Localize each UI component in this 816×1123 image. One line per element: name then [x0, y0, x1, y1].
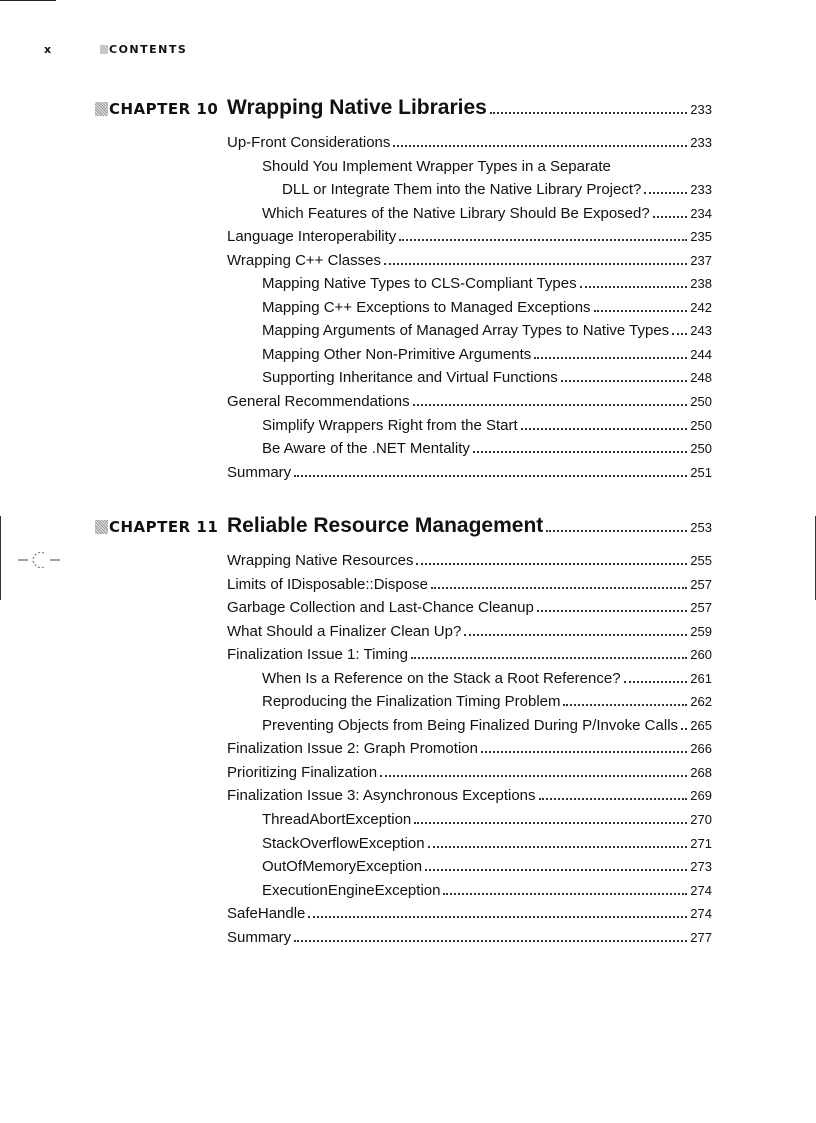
leader-dots — [490, 112, 687, 114]
toc-entry-title: What Should a Finalizer Clean Up? — [227, 622, 462, 640]
toc-entry-page: 265 — [690, 717, 712, 733]
toc-entry[interactable] — [227, 369, 712, 393]
leader-dots — [563, 704, 687, 706]
toc-entry[interactable] — [227, 623, 712, 647]
toc-entry-title: Garbage Collection and Last-Chance Cleanup — [227, 599, 534, 617]
top-rule — [0, 0, 56, 1]
toc-entry-title: ThreadAbortException — [262, 811, 412, 829]
toc-entry-title: SafeHandle — [227, 905, 306, 923]
toc-entry[interactable] — [227, 693, 712, 717]
toc-entry[interactable] — [227, 440, 712, 464]
toc-entry-title: Should You Implement Wrapper Types in a Separate — [262, 157, 611, 175]
toc-entry-page: 248 — [690, 370, 712, 386]
chapter-title: Wrapping Native Libraries — [227, 96, 487, 119]
toc-entry-page: 244 — [690, 346, 712, 362]
toc-entry-page: 237 — [690, 252, 712, 268]
leader-dots — [521, 428, 688, 430]
toc-entry-page: 251 — [690, 464, 712, 480]
toc-entry-title: ExecutionEngineException — [262, 881, 441, 899]
leader-dots — [580, 286, 688, 288]
toc-entry-title: OutOfMemoryException — [262, 858, 423, 876]
toc-entry[interactable] — [227, 552, 712, 576]
toc-entry-title: Mapping Native Types to CLS-Compliant Types — [262, 275, 577, 293]
chapter-11-block — [95, 514, 712, 952]
toc-entry-title: Mapping C++ Exceptions to Managed Exceptions — [262, 298, 591, 316]
toc-entry-page: 266 — [690, 741, 712, 757]
toc-entry[interactable] — [227, 764, 712, 788]
toc-entry[interactable] — [227, 835, 712, 859]
toc-entries — [227, 134, 712, 487]
left-margin-line — [0, 516, 1, 600]
toc-entry[interactable] — [227, 158, 712, 182]
toc-entry-page: 250 — [690, 417, 712, 433]
toc-entry-title: Wrapping C++ Classes — [227, 251, 381, 269]
toc-entry-title: General Recommendations — [227, 393, 410, 411]
toc-entry-page: 250 — [690, 394, 712, 410]
chapter-marker-icon — [95, 520, 108, 534]
leader-dots — [431, 587, 687, 589]
chapter-title: Reliable Resource Management — [227, 514, 544, 537]
chapter-10-block — [95, 96, 712, 487]
toc-entry-page: 235 — [690, 229, 712, 245]
leader-dots — [393, 145, 687, 147]
toc-entry[interactable] — [227, 417, 712, 441]
toc-entry[interactable] — [227, 228, 712, 252]
toc-entry-title: DLL or Integrate Them into the Native Library Project? — [282, 181, 642, 199]
toc-entry-title: Be Aware of the .NET Mentality — [262, 440, 470, 458]
toc-entry[interactable] — [227, 252, 712, 276]
leader-dots — [546, 530, 687, 532]
toc-entry-page: 259 — [690, 623, 712, 639]
toc-entry-title: StackOverflowException — [262, 834, 425, 852]
toc-entry-title: Up-Front Considerations — [227, 134, 391, 151]
toc-entry-page: 260 — [690, 647, 712, 663]
chapter-label-text: CHAPTER 11 — [109, 518, 219, 536]
toc-entry-page: 257 — [690, 576, 712, 592]
toc-entry-page: 274 — [690, 882, 712, 898]
leader-dots — [624, 681, 688, 683]
toc-entry[interactable] — [227, 717, 712, 741]
leader-dots — [384, 263, 687, 265]
leader-dots — [416, 563, 687, 565]
toc-entry-page: 277 — [690, 929, 712, 945]
toc-entry-page: 234 — [690, 205, 712, 221]
leader-dots — [594, 310, 688, 312]
toc-entry[interactable] — [227, 393, 712, 417]
toc-entry[interactable] — [227, 811, 712, 835]
toc-entry[interactable] — [227, 576, 712, 600]
header-title-wrap — [100, 43, 187, 56]
chapter-title-row[interactable] — [227, 96, 712, 120]
leader-dots — [644, 192, 687, 194]
chapter-heading — [95, 514, 712, 542]
toc-entry[interactable] — [227, 929, 712, 953]
toc-entry-title: Supporting Inheritance and Virtual Functions — [262, 369, 558, 387]
toc-entry-page: 243 — [690, 323, 712, 339]
leader-dots — [539, 798, 688, 800]
toc-entry[interactable] — [227, 275, 712, 299]
leader-dots — [481, 751, 687, 753]
chapter-page: 253 — [690, 520, 712, 535]
toc-entry-page: 255 — [690, 553, 712, 568]
toc-entry[interactable] — [227, 464, 712, 488]
toc-entry-page: 250 — [690, 441, 712, 457]
leader-dots — [425, 869, 687, 871]
toc-entry[interactable] — [227, 599, 712, 623]
toc-entry[interactable] — [227, 205, 712, 229]
leader-dots — [294, 940, 687, 942]
toc-entry[interactable] — [227, 299, 712, 323]
leader-dots — [428, 846, 688, 848]
toc-entry[interactable] — [227, 670, 712, 694]
page-number: x — [44, 43, 52, 56]
leader-dots — [399, 239, 687, 241]
leader-dots — [413, 404, 688, 406]
chapter-heading — [95, 96, 712, 124]
toc-entry-title: Reproducing the Finalization Timing Problem — [262, 693, 561, 711]
toc-entry[interactable] — [227, 134, 712, 158]
toc-entry-page: 242 — [690, 299, 712, 315]
toc-entry[interactable] — [227, 905, 712, 929]
chapter-label — [95, 100, 218, 118]
toc-entry-page: 262 — [690, 694, 712, 710]
leader-dots — [672, 333, 687, 335]
toc-entry-title: Limits of IDisposable::Dispose — [227, 575, 428, 593]
toc-entry[interactable] — [227, 858, 712, 882]
toc-entry-title: Mapping Other Non-Primitive Arguments — [262, 345, 532, 363]
toc-entry-page: 274 — [690, 906, 712, 922]
chapter-title-row[interactable] — [227, 514, 712, 538]
toc-entry-page: 261 — [690, 670, 712, 686]
leader-dots — [380, 775, 687, 777]
toc-entry-title: Which Features of the Native Library Should Be Exposed? — [262, 204, 650, 222]
toc-entry[interactable] — [227, 882, 712, 906]
toc-entry-title: When Is a Reference on the Stack a Root Reference? — [262, 669, 621, 687]
header-title: CONTENTS — [109, 43, 188, 56]
toc-entry-page: 270 — [690, 812, 712, 828]
toc-entry[interactable] — [227, 740, 712, 764]
toc-entry-title: Summary — [227, 463, 292, 481]
toc-entry[interactable] — [227, 787, 712, 811]
toc-entry-page: 233 — [690, 182, 712, 198]
header-marker-icon — [100, 45, 108, 54]
toc-entry[interactable] — [227, 181, 712, 205]
leader-dots — [681, 728, 687, 730]
leader-dots — [411, 657, 687, 659]
toc-entry-title: Wrapping Native Resources — [227, 552, 414, 569]
toc-entry-page: 269 — [690, 788, 712, 804]
toc-entry-title: Prioritizing Finalization — [227, 763, 378, 781]
registration-mark-icon — [18, 548, 62, 572]
toc-entry-title: Finalization Issue 1: Timing — [227, 646, 408, 664]
toc-entry-page: 268 — [690, 764, 712, 780]
toc-entry-title: Language Interoperability — [227, 228, 397, 246]
toc-entry-page: 271 — [690, 835, 712, 851]
chapter-label-text: CHAPTER 10 — [109, 100, 219, 118]
leader-dots — [308, 916, 687, 918]
toc-entry-page: 257 — [690, 600, 712, 616]
toc-entry-title: Finalization Issue 2: Graph Promotion — [227, 740, 478, 758]
toc-entries — [227, 552, 712, 952]
leader-dots — [534, 357, 687, 359]
chapter-label — [95, 518, 218, 536]
toc-entry[interactable] — [227, 646, 712, 670]
leader-dots — [443, 893, 687, 895]
toc-entry[interactable] — [227, 322, 712, 346]
toc-entry-page: 233 — [690, 135, 712, 150]
chapter-page: 233 — [690, 102, 712, 117]
toc-entry-title: Simplify Wrappers Right from the Start — [262, 416, 518, 434]
chapter-marker-icon — [95, 102, 108, 116]
toc-entry-title: Mapping Arguments of Managed Array Types to Native Types — [262, 322, 670, 340]
toc-entry[interactable] — [227, 346, 712, 370]
toc-entry-title: Summary — [227, 928, 292, 946]
leader-dots — [414, 822, 687, 824]
toc-entry-page: 238 — [690, 276, 712, 292]
toc-entry-title: Finalization Issue 3: Asynchronous Exceptions — [227, 787, 536, 805]
leader-dots — [294, 475, 687, 477]
leader-dots — [464, 634, 687, 636]
toc-entry-title: Preventing Objects from Being Finalized During P/Invoke Calls — [262, 716, 679, 734]
leader-dots — [653, 216, 688, 218]
leader-dots — [473, 451, 687, 453]
toc-entry-page: 273 — [690, 859, 712, 875]
leader-dots — [561, 380, 688, 382]
leader-dots — [537, 610, 687, 612]
